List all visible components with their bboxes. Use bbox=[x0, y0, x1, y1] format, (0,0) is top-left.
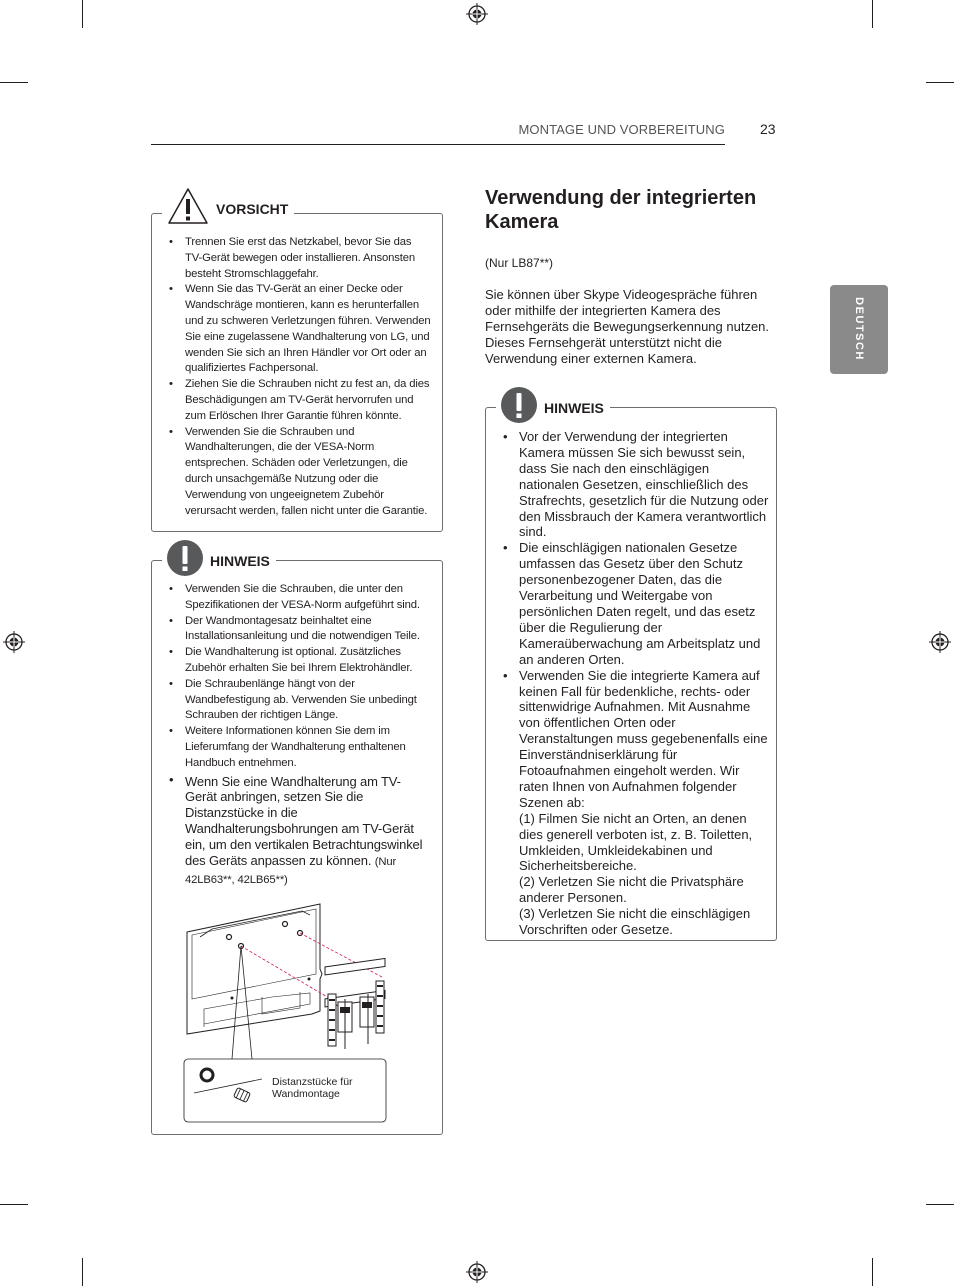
language-tab-label: DEUTSCH bbox=[853, 297, 865, 361]
crop-mark bbox=[0, 82, 28, 83]
list-item: • Vor der Verwendung der integrierten Kamera müssen Sie sich bewusst sein, dass Sie nach den einschlägigen nationalen Gesetzen, einschließlich des Strafrechts, gesetzlich für die Nutzung oder den Missbrauch der Kamera verantwortlich sind. bbox=[499, 429, 769, 540]
caution-list bbox=[165, 235, 431, 519]
crop-mark bbox=[0, 1204, 28, 1205]
header-rule bbox=[151, 144, 725, 145]
note-label: HINWEIS bbox=[544, 399, 604, 416]
list-item: • Die einschlägigen nationalen Gesetze umfassen das Gesetz über den Schutz personenbezogener Daten, das die Verarbeitung und Weitergabe von persönlichen Daten regelt, und das esetz über die Regulierung der Kameraüberwachung am Arbeitsplatz und an anderen Orten. bbox=[499, 540, 769, 667]
spacer-model-note: (Nur 42LB63**, 42LB65**) bbox=[185, 856, 397, 886]
spacer-instruction: Wenn Sie eine Wandhalterung am TV-Gerät anbringen, setzen Sie die Distanzstücke in die Wandhalterungsbohrungen am TV-Gerät ein, um den vertikalen Betrachtungswinkel des Geräts anpassen zu können. bbox=[185, 773, 423, 869]
list-item: • Die Wandhalterung ist optional. Zusätzliches Zubehör erhalten Sie bei Ihrem Elektrohändler. bbox=[165, 645, 431, 677]
crop-mark bbox=[82, 0, 83, 28]
note-box-left-header bbox=[162, 539, 276, 582]
list-item: • Verwenden Sie die integrierte Kamera auf keinen Fall für bedenkliche, rechts- oder sittenwidrige Aufnahmen. Mit Ausnahme von öffentlichen Orten oder Veranstaltungen muss gegebenenfalls eine Einverständniserklärung für Fotoaufnahmen eingeholt werden. Wir raten Ihnen von Aufnahmen folgender Szenen ab: (1) Filmen Sie nicht an Orten, an denen dies generell verboten ist, z. B. Toiletten, Umkleiden, Umkleidekabinen und Sicherheitsbereiche. (2) Verletzen Sie nicht die Privatsphäre anderer Personen. (3) Verletzen Sie nicht die einschlägigen Vorschriften oder Gesetze. bbox=[499, 668, 769, 938]
crop-mark bbox=[926, 82, 954, 83]
registration-mark-icon bbox=[466, 3, 488, 25]
list-item: • Der Wandmontagesatz beinhaltet eine Installationsanleitung und die notwendigen Teile. bbox=[165, 614, 431, 646]
caution-box bbox=[151, 200, 443, 532]
warning-triangle-icon bbox=[166, 186, 210, 231]
running-header-title: MONTAGE UND VORBEREITUNG bbox=[518, 122, 725, 137]
exclamation-note-icon bbox=[500, 386, 538, 429]
page-number: 23 bbox=[760, 121, 776, 137]
list-item: • Weitere Informationen können Sie dem im Lieferumfang der Wandhalterung enthaltenen Handbuch entnehmen. bbox=[165, 724, 431, 771]
spacer-callout-label: Distanzstücke für Wandmontage bbox=[272, 1076, 353, 1100]
note-list-left bbox=[165, 582, 431, 889]
model-note: (Nur LB87**) bbox=[485, 256, 554, 270]
list-item: • Die Schraubenlänge hängt von der Wandbefestigung ab. Verwenden Sie unbedingt Schrauben der richtigen Länge. bbox=[165, 677, 431, 724]
list-item: • Wenn Sie das TV-Gerät an einer Decke oder Wandschräge montieren, kann es herunterfallen und zu schweren Verletzungen führen. Verwenden Sie eine zugelassene Wandhalterung von LG, und wenden Sie sich an Ihren Händler vor Ort oder an qualifiziertes Fachpersonal. bbox=[165, 282, 431, 377]
note-label: HINWEIS bbox=[210, 552, 270, 569]
list-item: • Trennen Sie erst das Netzkabel, bevor Sie das TV-Gerät bewegen oder installieren. Ansonsten besteht Stromschlaggefahr. bbox=[165, 235, 431, 282]
crop-mark bbox=[872, 1258, 873, 1286]
note-box-right-header bbox=[496, 386, 610, 429]
exclamation-note-icon bbox=[166, 539, 204, 582]
language-tab bbox=[830, 285, 888, 374]
caution-box-header bbox=[162, 186, 294, 231]
section-title: Verwendung der integrierten Kamera bbox=[485, 187, 757, 233]
note-box-right bbox=[485, 399, 777, 941]
crop-mark bbox=[872, 0, 873, 28]
note-list-right bbox=[499, 429, 769, 938]
list-item: • Verwenden Sie die Schrauben und Wandhalterungen, die der VESA-Norm entsprechen. Schäden oder Verletzungen, die durch unsachgemäße Nutzung oder die Verwendung von ungeeignetem Zubehör verursacht werden, fallen nicht unter die Garantie. bbox=[165, 425, 431, 520]
intro-paragraph: Sie können über Skype Videogespräche führen oder mithilfe der integrierten Kamera des Fernsehgeräts die Bewegungserkennung nutzen. Dieses Fernsehgerät unterstützt nicht die Verwendung einer externen Kamera. bbox=[485, 287, 770, 366]
registration-mark-icon bbox=[3, 631, 25, 653]
registration-mark-icon bbox=[929, 631, 951, 653]
registration-mark-icon bbox=[466, 1261, 488, 1283]
note-box-left bbox=[151, 552, 443, 1135]
list-item: • Verwenden Sie die Schrauben, die unter den Spezifikationen der VESA-Norm aufgeführt sind. bbox=[165, 582, 431, 614]
crop-mark bbox=[926, 1204, 954, 1205]
list-item-spacer bbox=[165, 772, 431, 889]
caution-label: VORSICHT bbox=[216, 200, 289, 217]
crop-mark bbox=[82, 1258, 83, 1286]
list-item: • Ziehen Sie die Schrauben nicht zu fest an, da dies Beschädigungen am TV-Gerät hervorrufen und zum Erlöschen Ihrer Garantie führen könnte. bbox=[165, 377, 431, 424]
